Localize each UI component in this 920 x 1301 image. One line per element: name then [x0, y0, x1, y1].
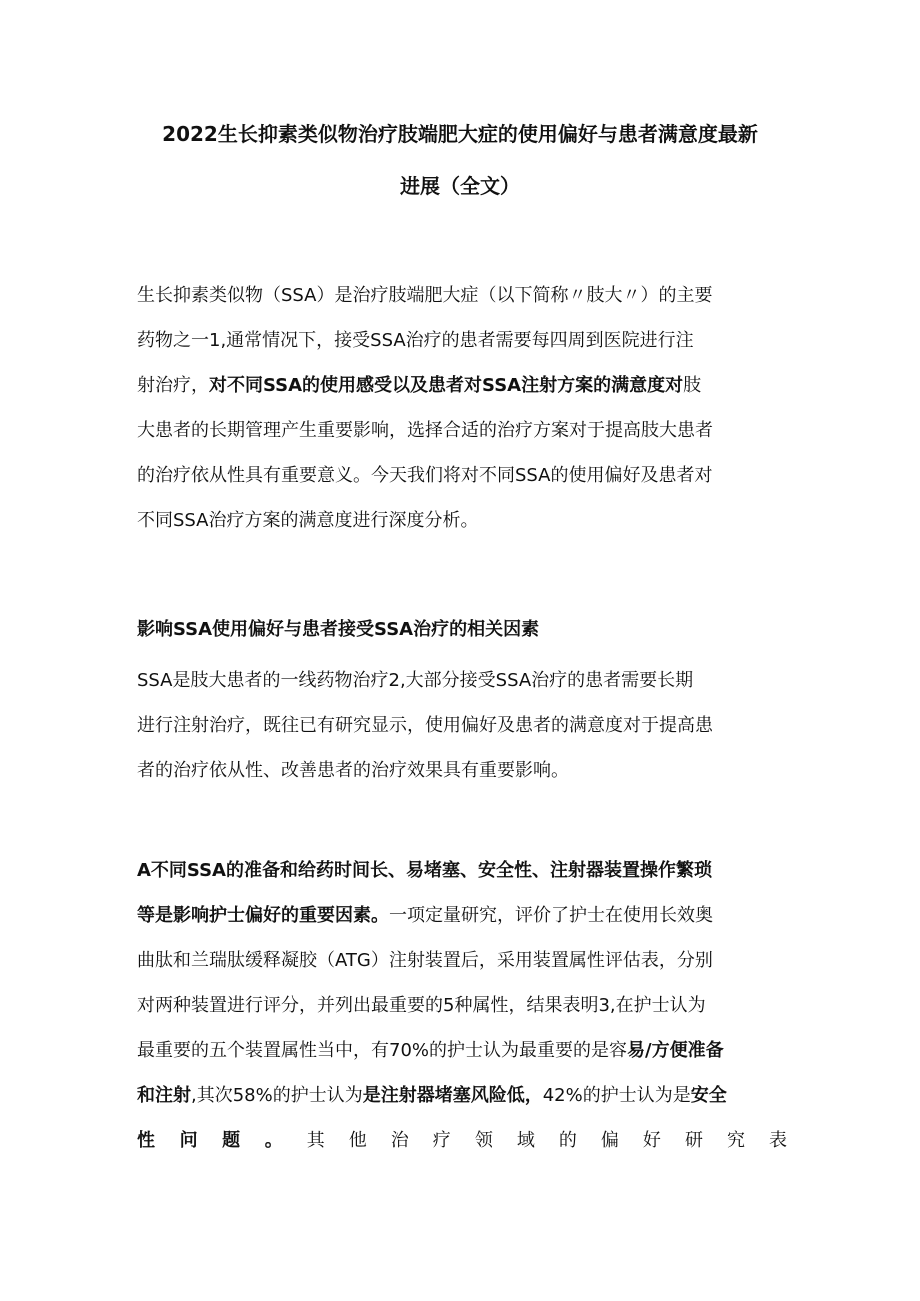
intro-paragraph: [137, 273, 787, 543]
text-run: 射治疗，: [137, 375, 209, 396]
paragraph-line: 进行注射治疗，既往已有研究显示，使用偏好及患者的满意度对于提高患: [137, 715, 713, 736]
paragraph-line: [137, 363, 787, 408]
paragraph-line: 者的治疗依从性、改善患者的治疗效果具有重要影响。: [137, 760, 569, 781]
bold-text-run: 对: [665, 375, 684, 396]
paragraph-line: 的治疗依从性具有重要意义。今天我们将对不同SSA的使用偏好及患者对: [137, 465, 713, 486]
paragraph-line: 生长抑素类似物（SSA）是治疗肢端肥大症（以下简称〃肢大〃）的主要: [137, 285, 713, 306]
section-paragraph-2: [137, 848, 787, 1163]
paragraph-line: A不同SSA的准备和给药时间长、易堵塞、安全性、注射器装置操作繁琐: [137, 860, 712, 881]
text-run: 最重要的五个装置属性当中，有70%的护士认为最重要的是容: [137, 1040, 628, 1061]
text-run: 肢: [683, 375, 702, 396]
document-title-line-2: 进展（全文）: [400, 174, 520, 198]
bold-text-run: 和注射: [137, 1085, 191, 1106]
bold-text-run: 是注射器堵塞风险低，: [362, 1085, 543, 1106]
paragraph-line: 对两种装置进行评分，并列出最重要的5种属性，结果表明3,在护士认为: [137, 995, 706, 1016]
paragraph-line: [137, 893, 787, 938]
bold-text-run: 安全: [690, 1085, 727, 1106]
paragraph-line: 曲肽和兰瑞肽缓释凝胶（ATG）注射装置后，采用装置属性评估表，分别: [137, 950, 713, 971]
text-run: 其 他 治 疗 领 域 的 偏 好 研 究 表: [306, 1130, 787, 1151]
bold-text-run: 易/方便准备: [627, 1040, 724, 1061]
text-run: 42%的护士认为是: [542, 1085, 691, 1106]
paragraph-line: [137, 1028, 787, 1073]
text-run: ,其次58%的护士认为: [191, 1085, 363, 1106]
paragraph-line: SSA是肢大患者的一线药物治疗2,大部分接受SSA治疗的患者需要长期: [137, 670, 694, 691]
section-heading: 影响SSA使用偏好与患者接受SSA治疗的相关因素: [137, 619, 540, 640]
bold-text-run: 等是影响护士偏好的重要因素。: [137, 905, 389, 926]
paragraph-line: 大患者的长期管理产生重要影响，选择合适的治疗方案对于提高肢大患者: [137, 420, 713, 441]
paragraph-line: [137, 1073, 787, 1118]
paragraph-line: 药物之一1,通常情况下，接受SSA治疗的患者需要每四周到医院进行注: [137, 330, 694, 351]
text-run: 一项定量研究，评价了护士在使用长效奥: [389, 905, 713, 926]
section-paragraph-1: [137, 658, 787, 793]
paragraph-line: [137, 1118, 787, 1163]
bold-text-run: 性 问 题 。: [137, 1130, 292, 1151]
paragraph-line: 不同SSA治疗方案的满意度进行深度分析。: [137, 510, 479, 531]
bold-text-run: 对不同SSA的使用感受以及患者对SSA注射方案的满意度: [209, 375, 666, 396]
document-title-line-1: 2022生长抑素类似物治疗肢端肥大症的使用偏好与患者满意度最新: [162, 122, 758, 146]
